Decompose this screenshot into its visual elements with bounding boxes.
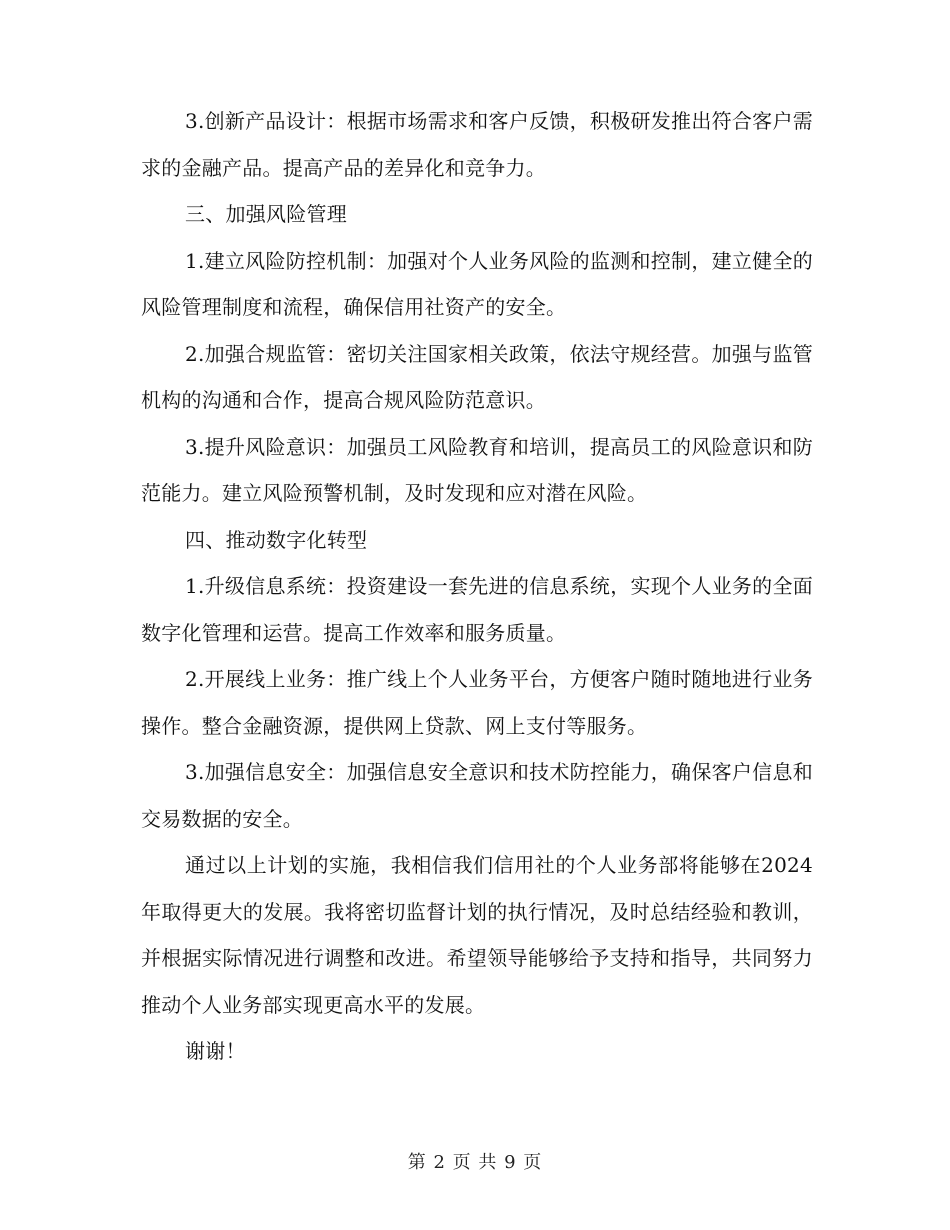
page-number-footer: 第 2 页 共 9 页 bbox=[407, 1152, 543, 1173]
paragraph-product-design: 3.创新产品设计：根据市场需求和客户反馈，积极研发推出符合客户需求的金融产品。提高产品的差异化和竞争力。 bbox=[141, 109, 813, 180]
paragraph-information-system: 1.升级信息系统：投资建设一套先进的信息系统，实现个人业务的全面数字化管理和运营。提高工作效率和服务质量。 bbox=[141, 574, 813, 645]
document-body bbox=[141, 98, 813, 1075]
paragraph-information-security: 3.加强信息安全：加强信息安全意识和技术防控能力，确保客户信息和交易数据的安全。 bbox=[141, 760, 813, 831]
paragraph-risk-awareness: 3.提升风险意识：加强员工风险教育和培训，提高员工的风险意识和防范能力。建立风险预警机制，及时发现和应对潜在风险。 bbox=[141, 434, 813, 505]
paragraph-conclusion: 通过以上计划的实施，我相信我们信用社的个人业务部将能够在2024年取得更大的发展。我将密切监督计划的执行情况，及时总结经验和教训，并根据实际情况进行调整和改进。希望领导能够给予支持和指导，共同努力推动个人业务部实现更高水平的发展。 bbox=[141, 853, 813, 1017]
section-heading-digital-transformation: 四、推动数字化转型 bbox=[185, 527, 368, 552]
paragraph-risk-control: 1.建立风险防控机制：加强对个人业务风险的监测和控制，建立健全的风险管理制度和流程，确保信用社资产的安全。 bbox=[141, 248, 813, 319]
paragraph-compliance: 2.加强合规监管：密切关注国家相关政策，依法守规经营。加强与监管机构的沟通和合作，提高合规风险防范意识。 bbox=[141, 341, 813, 412]
section-heading-risk-management: 三、加强风险管理 bbox=[185, 202, 347, 226]
paragraph-online-business: 2.开展线上业务：推广线上个人业务平台，方便客户随时随地进行业务操作。整合金融资源，提供网上贷款、网上支付等服务。 bbox=[141, 667, 813, 738]
paragraph-thanks: 谢谢！ bbox=[185, 1039, 246, 1063]
